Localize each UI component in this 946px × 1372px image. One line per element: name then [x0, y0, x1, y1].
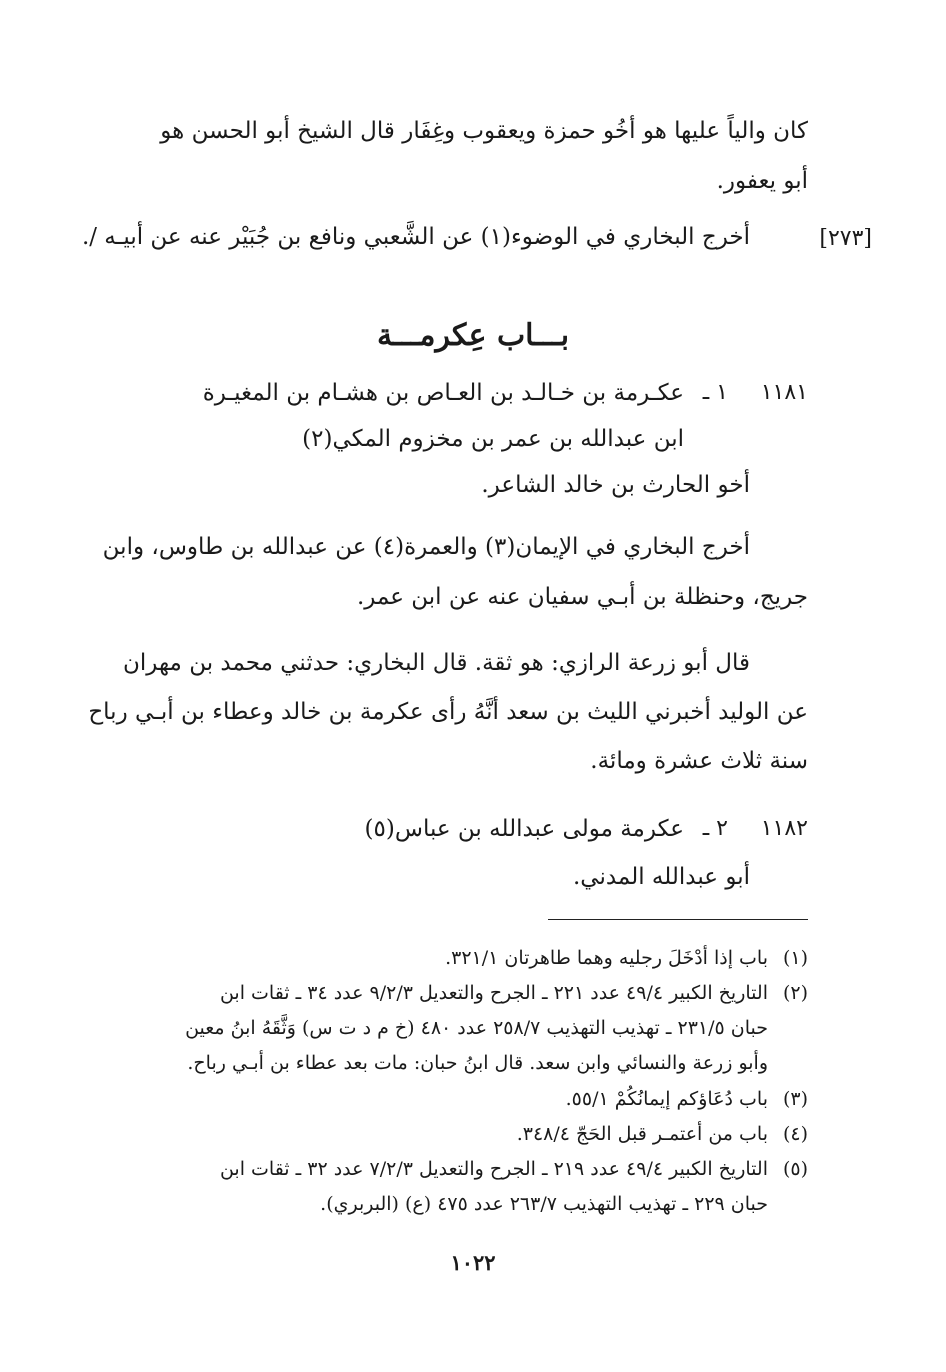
footnote-number: (٢): [782, 982, 808, 1004]
footnote-text: التاريخ الكبير ٤٩/٤ عدد ٢٢١ ـ الجرح والتعديل ٩/٢/٣ عدد ٣٤ ـ ثقات ابن: [219, 982, 768, 1004]
footnote-separator: [548, 919, 808, 920]
section-title: بـــاب عِكرمـــة: [376, 318, 570, 353]
footnote-text: وأبو زرعة والنسائي وابن سعد. قال ابنُ حبان: مات بعد عطاء بن أبـي رباح.: [187, 1052, 768, 1074]
footnote-text: حبان ٢٢٩ ـ تهذيب التهذيب ٢٦٣/٧ عدد ٤٧٥ (ع) (البربري).: [320, 1193, 768, 1215]
paragraph-line: عن الوليد أخبرني الليث بن سعد أنَّهُ رأى عكرمة بن خالد وعطاء بن أبـي رباح: [88, 699, 808, 725]
entry-index: ١ ـ: [702, 380, 728, 405]
footnote-number: (٣): [782, 1088, 808, 1110]
page-number: ١٠٢٢: [450, 1250, 496, 1275]
entry-number: ١١٨١: [760, 380, 808, 405]
footnote-text: باب إذا أدْخَلَ رجليه وهما طاهرتان ٣٢١/١.: [445, 947, 768, 969]
entry-name-line: أبو عبدالله المدني.: [572, 864, 750, 890]
paragraph-line: كان والياً عليها هو أخُو حمزة ويعقوب وغِفَار قال الشيخ أبو الحسن هو: [160, 118, 808, 144]
entry-text: أخرج البخاري في الوضوء(١) عن الشَّعبي ونافع بن جُبَيْر عنه عن أبيـه /.: [81, 224, 750, 250]
paragraph-line: سنة ثلاث عشرة ومائة.: [590, 748, 808, 774]
paragraph-line: قال أبو زرعة الرازي: هو ثقة. قال البخاري: حدثني محمد بن مهران: [122, 650, 750, 676]
footnote-text: باب دُعَاؤكم إيمانُكُمْ ٥٥/١.: [565, 1088, 768, 1110]
entry-name-line: عكرمة مولى عبدالله بن عباس(٥): [364, 816, 684, 842]
entry-index: ٢ ـ: [702, 816, 728, 841]
paragraph-line: جريج، وحنظلة بن أبـي سفيان عنه عن ابن عمر.: [356, 584, 808, 610]
entry-name-line: أخو الحارث بن خالد الشاعر.: [481, 472, 750, 498]
entry-name-line: ابن عبدالله بن عمر بن مخزوم المكي(٢): [302, 426, 684, 452]
footnote-number: (٤): [782, 1123, 808, 1145]
paragraph-line: أخرج البخاري في الإيمان(٣) والعمرة(٤) عن عبدالله بن طاوس، وابن: [102, 534, 750, 560]
footnote-number: (١): [782, 947, 808, 969]
footnote-text: حبان ٢٣١/٥ ـ تهذيب التهذيب ٢٥٨/٧ عدد ٤٨٠ (خ م د ت س) وَثَّقَهُ ابنُ معين: [185, 1017, 768, 1039]
paragraph-line: أبو يعفور.: [716, 168, 808, 194]
footnote-number: (٥): [782, 1158, 808, 1180]
entry-ref-number: [٢٧٣]: [819, 226, 872, 251]
entry-number: ١١٨٢: [760, 816, 808, 841]
footnote-text: باب من أعتمـر قبل الحَجّ ٣٤٨/٤.: [516, 1123, 768, 1145]
footnote-text: التاريخ الكبير ٤٩/٤ عدد ٢١٩ ـ الجرح والتعديل ٧/٢/٣ عدد ٣٢ ـ ثقات ابن: [219, 1158, 768, 1180]
entry-name-line: عكـرمة بن خـالـد بن العـاص بن هشـام بن المغيـرة: [202, 380, 684, 406]
